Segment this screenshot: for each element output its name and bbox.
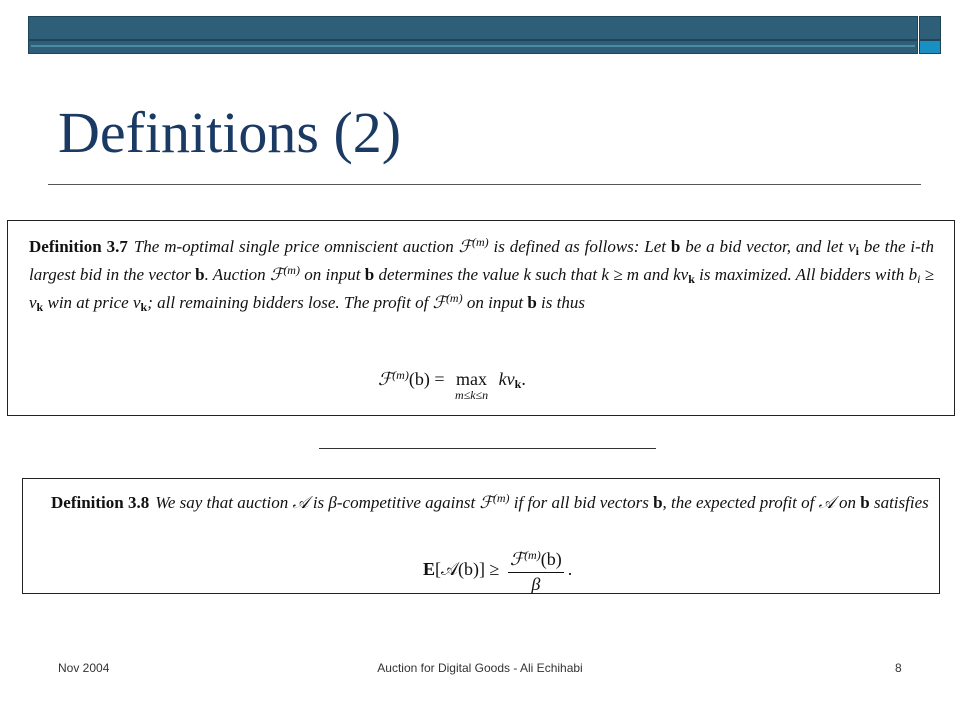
math-v: v: [132, 293, 141, 312]
equation-lhs: (b) =: [408, 369, 445, 389]
math-sup: (m): [492, 491, 510, 505]
text-run: on input: [299, 265, 365, 284]
math-beta: β: [328, 493, 337, 512]
text-run: The: [133, 237, 165, 256]
text-run: i-th: [910, 237, 934, 256]
math-b: b: [860, 493, 870, 512]
equation-lhs: [𝒜(b)] ≥: [435, 559, 500, 580]
math-v: v: [848, 237, 856, 256]
text-run: be the: [858, 237, 911, 256]
math-E: E: [423, 559, 436, 580]
math-sup: (m): [392, 368, 409, 382]
math-b: b: [364, 265, 375, 284]
text-run: is thus: [536, 293, 585, 312]
definition-3-8-box: [22, 478, 940, 594]
footer-page-number: 8: [895, 661, 902, 675]
max-label: max: [456, 369, 488, 389]
math-A: 𝒜: [818, 493, 835, 513]
math-sub: i: [855, 244, 859, 258]
text-run: , the expected profit of: [662, 493, 819, 512]
definition-3-7-text: [29, 233, 934, 317]
math-kv: kv: [673, 265, 689, 284]
header-bar-bottom: [28, 40, 918, 54]
numerator-arg: (b): [540, 549, 562, 569]
header-bar-stripe: [31, 45, 915, 47]
math-F: ℱ: [432, 293, 446, 313]
text-run: -optimal single price omniscient auction: [176, 237, 459, 256]
math-inequality: ≥ v: [29, 265, 935, 312]
header-square-top: [919, 16, 941, 40]
text-run: satisfies: [869, 493, 929, 512]
math-sub: i: [917, 272, 921, 286]
definition-3-7-equation: [378, 369, 526, 401]
math-sup: (m): [283, 263, 300, 277]
separator-line: [319, 448, 656, 449]
math-b: b: [670, 237, 681, 256]
slide-title: Definitions (2): [58, 100, 402, 165]
definition-label: Definition 3.8: [51, 493, 150, 512]
math-sub: k: [688, 272, 695, 286]
definition-3-8-equation: [423, 547, 572, 595]
math-b: b: [653, 493, 663, 512]
footer-date: Nov 2004: [58, 661, 110, 675]
math-F: ℱ: [458, 237, 473, 257]
fraction-numerator: [508, 547, 564, 573]
definition-3-7-box: [7, 220, 955, 416]
definition-label: Definition 3.7: [29, 237, 128, 256]
math-b: b: [195, 265, 205, 284]
math-sup: (m): [472, 235, 489, 249]
equation-period: .: [567, 559, 573, 580]
text-run: if for all bid vectors: [509, 493, 654, 512]
math-sub: k: [36, 300, 44, 314]
text-run: -competitive against: [336, 493, 480, 512]
math-F: ℱ: [269, 265, 284, 285]
text-run: m: [164, 237, 177, 256]
math-b: b: [527, 293, 537, 312]
footer-title: Auction for Digital Goods - Ali Echihabi: [377, 661, 583, 675]
text-run: determines the value: [374, 265, 524, 284]
math-sup: (m): [524, 548, 541, 562]
equation-period: .: [521, 369, 526, 389]
text-run: be a bid vector, and let: [680, 237, 849, 256]
text-run: largest bid in the vector: [29, 265, 196, 284]
text-run: . Auction: [204, 265, 270, 284]
header-bar-top: [28, 16, 918, 40]
text-run: and: [639, 265, 674, 284]
definition-3-8-text: [51, 489, 929, 517]
max-limits: m≤k≤n: [454, 388, 489, 402]
text-run: win at price: [43, 293, 133, 312]
title-underline: [48, 184, 921, 185]
max-operator: [455, 369, 488, 401]
text-run: is maximized. All bidders with: [694, 265, 909, 284]
math-F: ℱ: [509, 549, 525, 570]
text-run: is: [308, 493, 329, 512]
fraction-denominator: β: [531, 574, 541, 594]
text-run: on: [834, 493, 861, 512]
math-k: k: [523, 265, 531, 284]
math-A: 𝒜: [292, 493, 309, 513]
text-run: ; all remaining bidders lose. The profit of: [147, 293, 433, 312]
text-run: such that: [530, 265, 602, 284]
header-square-accent: [919, 40, 941, 54]
math-F: ℱ: [479, 493, 493, 513]
text-run: We say that auction: [155, 493, 293, 512]
math-F: ℱ: [378, 369, 393, 390]
fraction: [508, 547, 564, 595]
math-b: b: [908, 265, 918, 284]
text-run: is defined as follows: Let: [488, 237, 671, 256]
math-inequality: k ≥ m: [601, 265, 640, 284]
equation-rhs: kv: [498, 369, 515, 389]
math-sup: (m): [445, 291, 463, 305]
math-sub: k: [140, 300, 148, 314]
math-sub: k: [514, 377, 522, 391]
text-run: on input: [462, 293, 528, 312]
